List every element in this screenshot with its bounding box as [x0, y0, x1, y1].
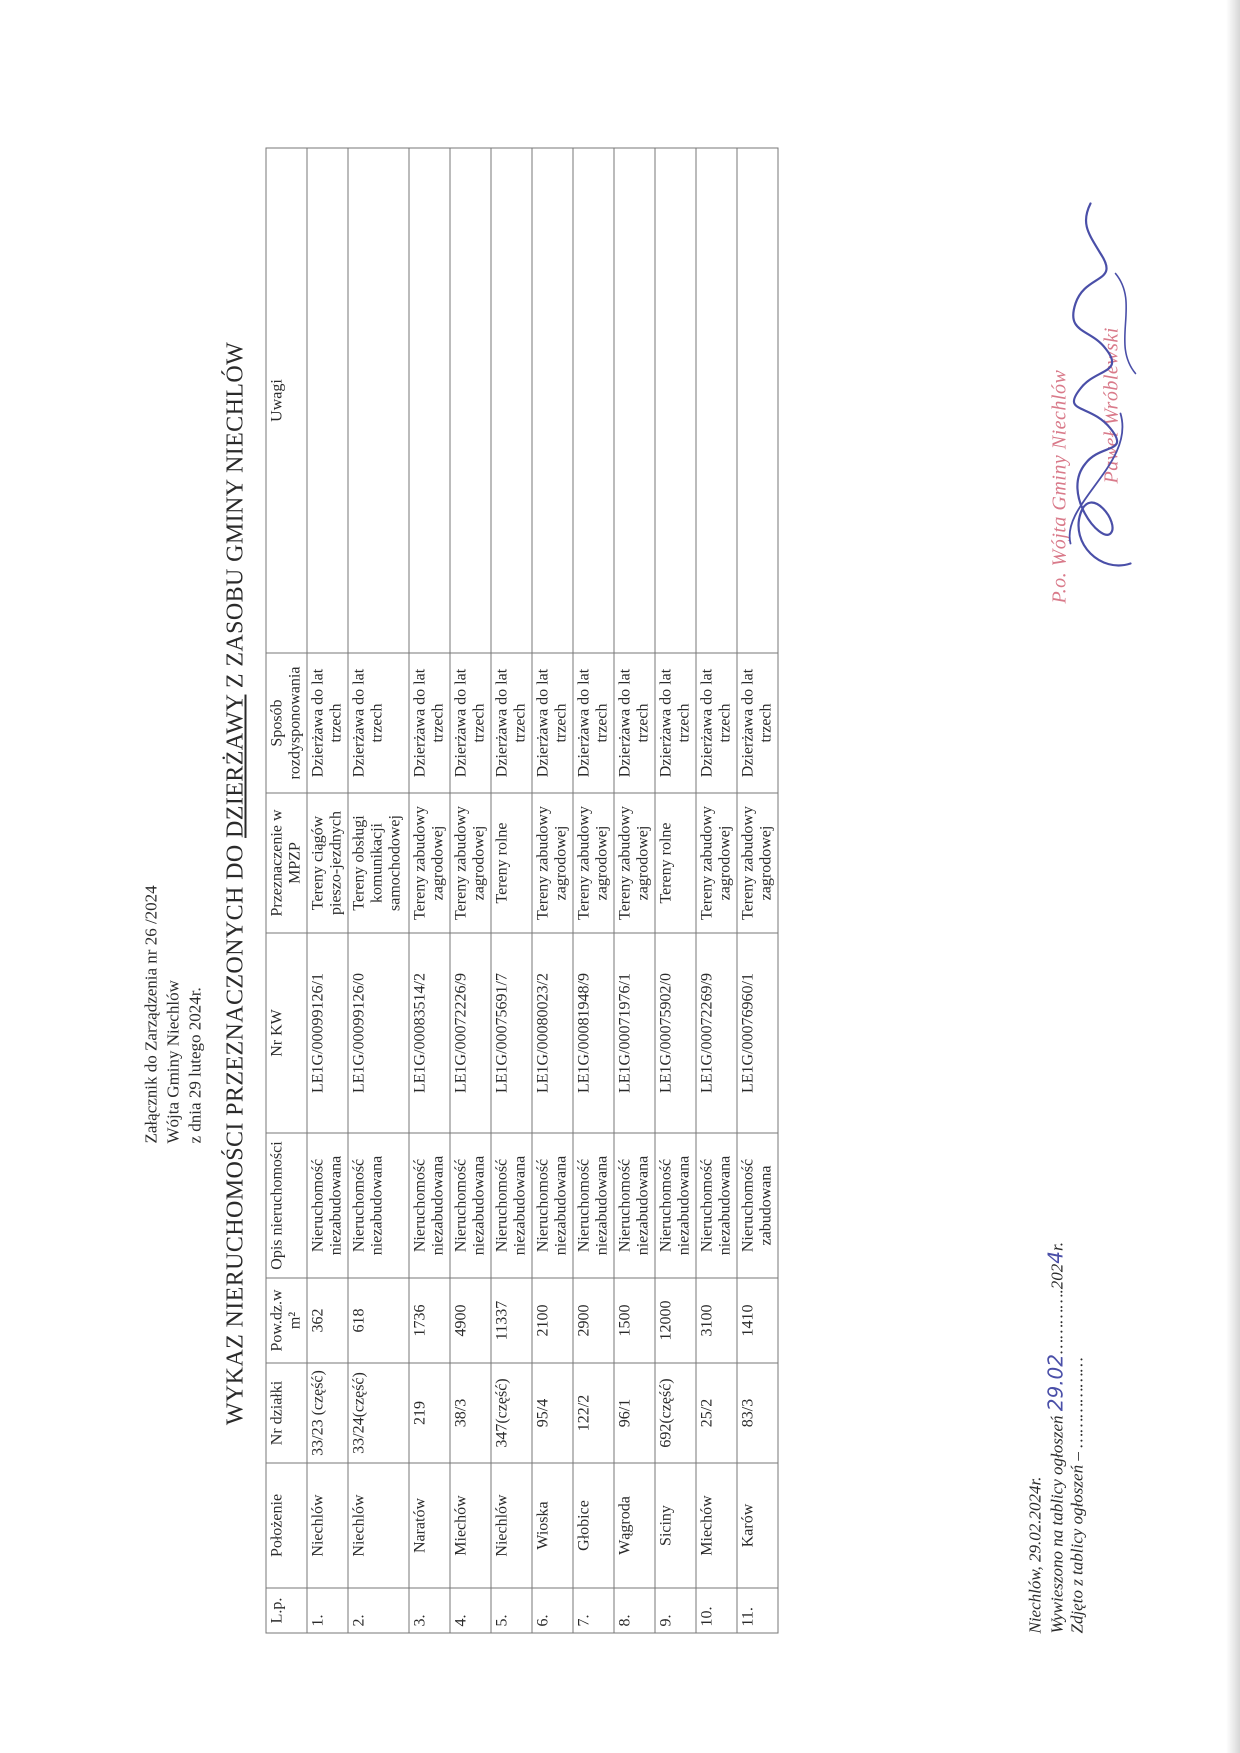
- cell-sposob: Dzierżawa do lat trzech: [409, 653, 450, 793]
- cell-polozenie: Niechlów: [307, 1463, 348, 1588]
- cell-pow: 618: [348, 1278, 409, 1363]
- cell-nr-kw: LE1G/00099126/1: [307, 933, 348, 1133]
- cell-nr-dzialki: 33/24(część): [348, 1363, 409, 1463]
- cell-sposob: Dzierżawa do lat trzech: [696, 653, 737, 793]
- cell-uwagi: [348, 148, 409, 653]
- col-header-nr-dzialki: Nr działki: [266, 1363, 307, 1463]
- cell-nr-dzialki: 347(część): [491, 1363, 532, 1463]
- cell-nr-kw: LE1G/00075691/7: [491, 933, 532, 1133]
- cell-pow: 1410: [737, 1278, 778, 1363]
- cell-opis: Nieruchomość niezabudowana: [409, 1133, 450, 1278]
- cell-lp: 6.: [532, 1588, 573, 1633]
- cell-mpzp: Tereny zabudowy zagrodowej: [614, 793, 655, 933]
- posted-handwritten-date: 29.02: [1043, 1353, 1067, 1411]
- cell-polozenie: Niechlów: [491, 1463, 532, 1588]
- cell-uwagi: [696, 148, 737, 653]
- cell-nr-dzialki: 38/3: [450, 1363, 491, 1463]
- cell-opis: Nieruchomość niezabudowana: [696, 1133, 737, 1278]
- col-header-pow: Pow.dz.w m²: [266, 1278, 307, 1363]
- cell-nr-kw: LE1G/00083514/2: [409, 933, 450, 1133]
- posted-suffix: r.: [1047, 1241, 1066, 1251]
- cell-sposob: Dzierżawa do lat trzech: [573, 653, 614, 793]
- table-row: [532, 148, 573, 1633]
- cell-opis: Nieruchomość niezabudowana: [491, 1133, 532, 1278]
- cell-sposob: Dzierżawa do lat trzech: [614, 653, 655, 793]
- attachment-header: [140, 523, 206, 1143]
- cell-lp: 10.: [696, 1588, 737, 1633]
- removed-label: Zdjęto z tablicy ogłoszeń: [1067, 1464, 1086, 1633]
- footer-removed-line: [1067, 733, 1087, 1633]
- cell-nr-kw: LE1G/00080023/2: [532, 933, 573, 1133]
- footer-notes: [1025, 733, 1087, 1633]
- cell-opis: Nieruchomość niezabudowana: [348, 1133, 409, 1278]
- col-header-uwagi: Uwagi: [266, 148, 307, 653]
- title-part-1: WYKAZ NIERUCHOMOŚCI PRZEZNACZONYCH DO: [222, 837, 248, 1425]
- cell-sposob: Dzierżawa do lat trzech: [737, 653, 778, 793]
- cell-pow: 4900: [450, 1278, 491, 1363]
- cell-pow: 2100: [532, 1278, 573, 1363]
- table-row: [450, 148, 491, 1633]
- cell-nr-dzialki: 25/2: [696, 1363, 737, 1463]
- col-header-polozenie: Położenie: [266, 1463, 307, 1588]
- cell-lp: 5.: [491, 1588, 532, 1633]
- cell-sposob: Dzierżawa do lat trzech: [450, 653, 491, 793]
- cell-opis: Nieruchomość niezabudowana: [573, 1133, 614, 1278]
- cell-sposob: Dzierżawa do lat trzech: [655, 653, 696, 793]
- cell-polozenie: Wągroda: [614, 1463, 655, 1588]
- cell-uwagi: [450, 148, 491, 653]
- footer-place-date: Niechlów, 29.02.2024r.: [1025, 1476, 1044, 1633]
- table-row: [307, 148, 348, 1633]
- cell-mpzp: Tereny zabudowy zagrodowej: [450, 793, 491, 933]
- stamp-line-2: Paweł Wróblewski: [1100, 326, 1122, 483]
- cell-lp: 3.: [409, 1588, 450, 1633]
- table-header-row: [266, 148, 307, 1633]
- cell-nr-dzialki: 96/1: [614, 1363, 655, 1463]
- cell-sposob: Dzierżawa do lat trzech: [491, 653, 532, 793]
- table-row: [737, 148, 778, 1633]
- cell-uwagi: [409, 148, 450, 653]
- col-header-sposob: Sposób rozdysponowania: [266, 653, 307, 793]
- header-line-2: Wójta Gminy Niechlów: [163, 979, 182, 1143]
- cell-pow: 12000: [655, 1278, 696, 1363]
- col-header-nr-kw: Nr KW: [266, 933, 307, 1133]
- cell-nr-kw: LE1G/00075902/0: [655, 933, 696, 1133]
- cell-opis: Nieruchomość niezabudowana: [614, 1133, 655, 1278]
- cell-pow: 3100: [696, 1278, 737, 1363]
- cell-nr-dzialki: 219: [409, 1363, 450, 1463]
- cell-uwagi: [307, 148, 348, 653]
- cell-opis: Nieruchomość niezabudowana: [450, 1133, 491, 1278]
- cell-nr-kw: LE1G/00076960/1: [737, 933, 778, 1133]
- table-row: [573, 148, 614, 1633]
- cell-lp: 4.: [450, 1588, 491, 1633]
- cell-nr-dzialki: 33/23 (część): [307, 1363, 348, 1463]
- cell-sposob: Dzierżawa do lat trzech: [532, 653, 573, 793]
- posted-year-handwritten: 4: [1043, 1250, 1067, 1264]
- cell-nr-kw: LE1G/00072269/9: [696, 933, 737, 1133]
- cell-sposob: Dzierżawa do lat trzech: [348, 653, 409, 793]
- posted-label: Wywieszono na tablicy ogłoszeń: [1047, 1415, 1066, 1633]
- cell-polozenie: Wioska: [532, 1463, 573, 1588]
- cell-polozenie: Miechów: [696, 1463, 737, 1588]
- cell-opis: Nieruchomość niezabudowana: [307, 1133, 348, 1278]
- cell-uwagi: [737, 148, 778, 653]
- cell-mpzp: Tereny zabudowy zagrodowej: [573, 793, 614, 933]
- cell-nr-dzialki: 95/4: [532, 1363, 573, 1463]
- document-title: [222, 133, 249, 1633]
- footer-posted-line: [1045, 733, 1067, 1633]
- stamp-line-1: P.o. Wójta Gminy Niechlów: [1048, 369, 1070, 603]
- cell-pow: 2900: [573, 1278, 614, 1363]
- cell-nr-kw: LE1G/00099126/0: [348, 933, 409, 1133]
- cell-polozenie: Karów: [737, 1463, 778, 1588]
- cell-uwagi: [573, 148, 614, 653]
- table-row: [696, 148, 737, 1633]
- cell-opis: Nieruchomość zabudowana: [737, 1133, 778, 1278]
- cell-polozenie: Miechów: [450, 1463, 491, 1588]
- handwritten-signature: [1040, 183, 1150, 603]
- cell-lp: 1.: [307, 1588, 348, 1633]
- cell-nr-dzialki: 83/3: [737, 1363, 778, 1463]
- cell-nr-dzialki: 692(część): [655, 1363, 696, 1463]
- header-line-1: Załącznik do Zarządzenia nr 26 /2024: [141, 884, 160, 1143]
- title-part-2: DZIERŻAWY: [222, 694, 248, 838]
- cell-mpzp: Tereny zabudowy zagrodowej: [409, 793, 450, 933]
- cell-sposob: Dzierżawa do lat trzech: [307, 653, 348, 793]
- removed-dots: – ………………: [1067, 1356, 1086, 1461]
- table-row: [491, 148, 532, 1633]
- cell-lp: 8.: [614, 1588, 655, 1633]
- cell-nr-kw: LE1G/00081948/9: [573, 933, 614, 1133]
- cell-pow: 11337: [491, 1278, 532, 1363]
- cell-lp: 7.: [573, 1588, 614, 1633]
- cell-mpzp: Tereny obsługi komunikacji samochodowej: [348, 793, 409, 933]
- cell-polozenie: Siciny: [655, 1463, 696, 1588]
- cell-uwagi: [655, 148, 696, 653]
- cell-mpzp: Tereny rolne: [655, 793, 696, 933]
- table-row: [655, 148, 696, 1633]
- table-row: [409, 148, 450, 1633]
- cell-mpzp: Tereny ciągów pieszo-jezdnych: [307, 793, 348, 933]
- col-header-mpzp: Przeznaczenie w MPZP: [266, 793, 307, 933]
- col-header-opis: Opis nieruchomości: [266, 1133, 307, 1278]
- cell-uwagi: [532, 148, 573, 653]
- header-line-3: z dnia 29 lutego 2024r.: [185, 986, 204, 1143]
- cell-nr-kw: LE1G/00072226/9: [450, 933, 491, 1133]
- cell-polozenie: Naratów: [409, 1463, 450, 1588]
- cell-mpzp: Tereny rolne: [491, 793, 532, 933]
- cell-pow: 1500: [614, 1278, 655, 1363]
- cell-uwagi: [491, 148, 532, 653]
- official-stamp: [1040, 183, 1150, 603]
- cell-mpzp: Tereny zabudowy zagrodowej: [737, 793, 778, 933]
- property-table: [265, 147, 778, 1633]
- cell-lp: 11.: [737, 1588, 778, 1633]
- cell-lp: 2.: [348, 1588, 409, 1633]
- cell-uwagi: [614, 148, 655, 653]
- cell-pow: 362: [307, 1278, 348, 1363]
- cell-pow: 1736: [409, 1278, 450, 1363]
- cell-polozenie: Niechlów: [348, 1463, 409, 1588]
- cell-polozenie: Głobice: [573, 1463, 614, 1588]
- title-part-3: Z ZASOBU GMINY NIECHLÓW: [222, 341, 248, 695]
- cell-mpzp: Tereny zabudowy zagrodowej: [532, 793, 573, 933]
- posted-dots: ………….202: [1047, 1263, 1066, 1354]
- table-row: [614, 148, 655, 1633]
- col-header-lp: L.p.: [266, 1588, 307, 1633]
- table-row: [348, 148, 409, 1633]
- cell-opis: Nieruchomość niezabudowana: [655, 1133, 696, 1278]
- cell-nr-dzialki: 122/2: [573, 1363, 614, 1463]
- cell-lp: 9.: [655, 1588, 696, 1633]
- cell-mpzp: Tereny zabudowy zagrodowej: [696, 793, 737, 933]
- cell-nr-kw: LE1G/00071976/1: [614, 933, 655, 1133]
- cell-opis: Nieruchomość niezabudowana: [532, 1133, 573, 1278]
